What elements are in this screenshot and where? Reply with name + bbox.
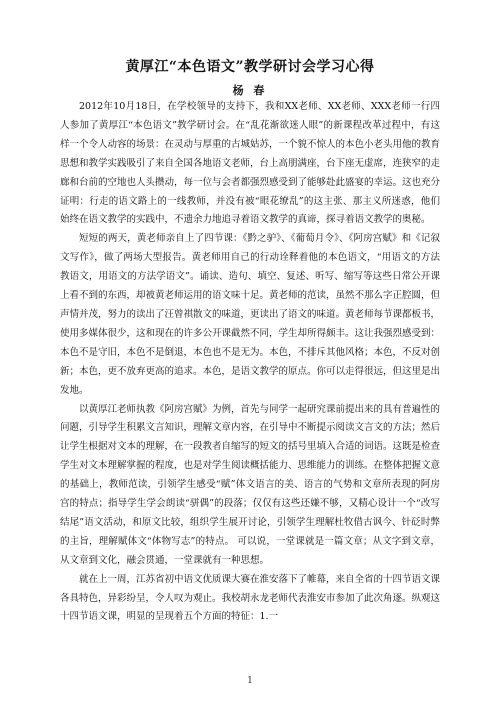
paragraph: 就在上一周，江苏省初中语文优质课大赛在淮安落下了帷幕，来自全省的十四节语文课各具特色，异彩纷呈，令人叹为观止。我校胡永龙老师代表淮安市参加了此次角逐。纵观这十四节语文课，明显的呈现着五个方面的特征：1.一 <box>60 573 441 623</box>
paragraph: 短短的两天，黄老师亲自上了四节课：《黔之驴》、《葡萄月令》、《阿房宫赋》和《记叙文写作》，做了两场大型报告。黄老师用自己的行动诠释着他的本色语文，“用语文的方法教语文，用语文的方法学语文”。诵读、造句、填空、复述、听写、缩写等这些日常公开课上看不到的东西，却被黄老师运用的语文味十足。黄老师的范读，虽然不那么字正腔圆，但声情并茂，努力的读出了汪曾祺散文的味道，更读出了语文的味道。黄老师每节课都板书，使用多媒体很少，这和现在的许多公开课截然不同，学生却所得颇丰。这让我强烈感受到：本色不是守旧，本色不是倒退，本色也不是无为。本色，不排斥其他风格；本色，不反对创新；本色，更不放弃更高的追求。本色，是语文教学的原点。你可以走得很远，但这里是出发地。 <box>60 233 441 396</box>
page-number: 1 <box>247 676 253 686</box>
document-body <box>60 98 440 627</box>
paragraph: 以黄厚江老师执教《阿房宫赋》为例，首先与同学一起研究课前提出来的具有普遍性的问题，引导学生积累文言知识，理解文章内容，在引导中不断提示阅读文言文的方法；然后让学生根据对文本的理解，在一段教者自缩写的短文的括号里填入合适的词语。这既是检查学生对文本理解掌握的程度，也是对学生阅读概括能力、思维能力的训练。在整体把握文意的基础上，教师范读，引领学生感受“赋”体文语言的美、语言的气势和文章所表现的阿房宫的特点；指导学生学会朗读“骈偶”的段落；仅仅有这些还嫌不够，又精心设计一个“改写结尾”语文活动，和原文比较，组织学生展开讨论，引领学生理解杜牧借古讽今、针砭时弊的主旨，理解赋体文“体物写志”的特点。 可以说，一堂课就是一篇文章；从文字到文章，从文章到文化，融会贯通，一堂课就有一种思想。 <box>60 403 441 566</box>
paragraph: 2012年10月18日，在学校领导的支持下，我和XX老师、XX老师、XXX老师一行四人参加了黄厚江“本色语文”教学研讨会。在“乱花渐欲迷人眼”的新课程改革过程中，有这样一个令人动容的场景：在灵动与厚重的古城姑苏，一个貌不惊人的本色小老头用他的教育思想和教学实践吸引了来自全国各地语文老师，台上高朋满座，台下座无虚席，连狭窄的走廊和台前的空地也人头攒动，每一位与会者都强烈感受到了能够赴此盛宴的幸运。这也充分证明：行走的语文路上的一线教师，并没有被“眼花缭乱”的这主张、那主义所迷惑，他们始终在语文教学的实践中，不遗余力地追寻着语文教学的真谛，探寻着语文教学的奥秘。 <box>60 101 441 226</box>
document-title: 黄厚江“本色语文”教学研讨会学习心得 <box>125 59 375 75</box>
author-name: 杨 春 <box>232 84 268 97</box>
